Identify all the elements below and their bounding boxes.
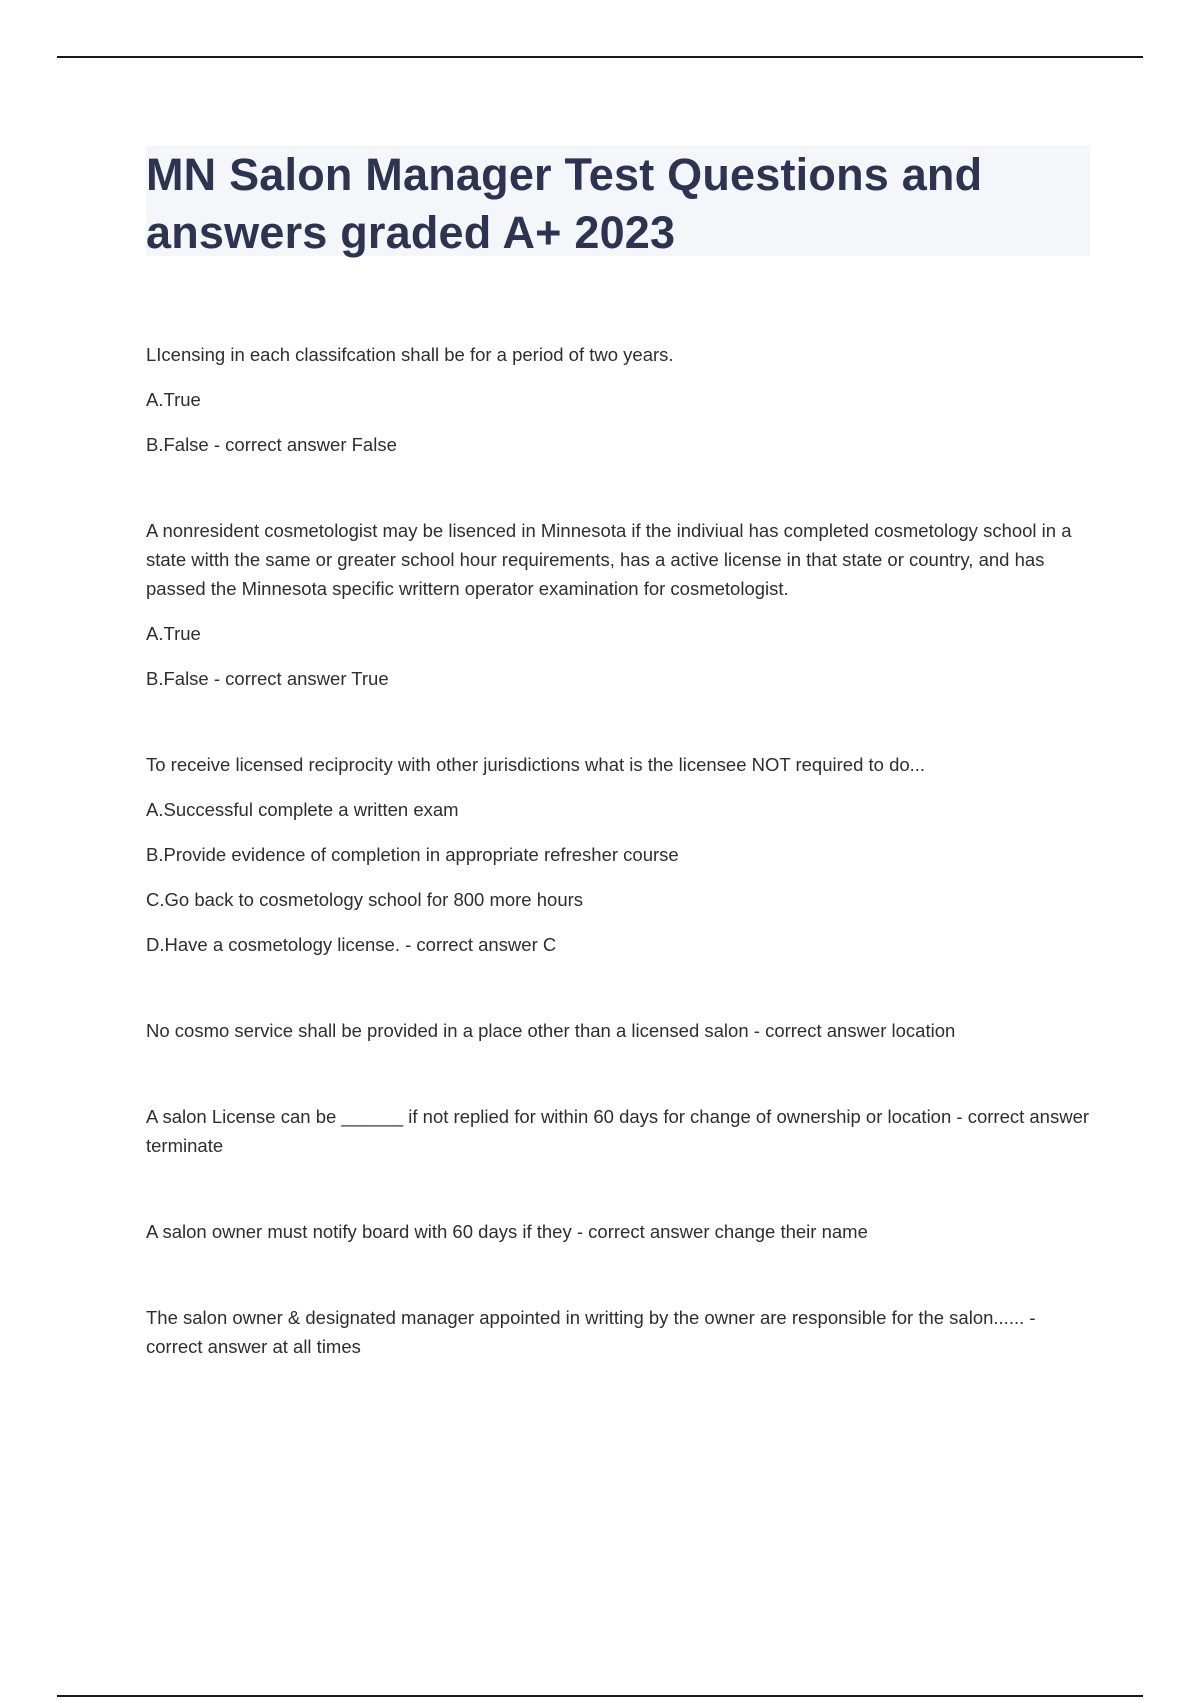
answer-option: B.False - correct answer False <box>146 434 397 455</box>
answer-option: A.True <box>146 623 201 644</box>
question-block-1 <box>146 340 1096 459</box>
question-text: No cosmo service shall be provided in a place other than a licensed salon - correct answer location <box>146 1020 956 1041</box>
question-block-6 <box>146 1217 1096 1246</box>
question-text: A salon owner must notify board with 60 days if they - correct answer change their name <box>146 1221 868 1242</box>
question-text: A nonresident cosmetologist may be lisenced in Minnesota if the indiviual has completed cosmetology school in a state witth the same or greater school hour requirements, has a active license in that state or country, and has passed the Minnesota specific writtern operator examination for cosmetologist. <box>146 520 1072 599</box>
question-text: LIcensing in each classifcation shall be for a period of two years. <box>146 344 674 365</box>
answer-option: B.Provide evidence of completion in appropriate refresher course <box>146 844 679 865</box>
question-block-5 <box>146 1102 1096 1160</box>
answer-option: C.Go back to cosmetology school for 800 more hours <box>146 889 584 910</box>
answer-option: D.Have a cosmetology license. - correct answer C <box>146 934 557 955</box>
question-block-2 <box>146 516 1096 693</box>
question-text: To receive licensed reciprocity with other jurisdictions what is the licensee NOT required to do... <box>146 754 926 775</box>
bottom-divider <box>57 1695 1143 1697</box>
question-text: A salon License can be ______ if not replied for within 60 days for change of ownership or location - correct answer terminate <box>146 1106 1090 1156</box>
title-banner <box>146 146 1090 256</box>
answer-option: A.True <box>146 389 201 410</box>
answer-option: B.False - correct answer True <box>146 668 389 689</box>
qa-content <box>146 340 1096 1418</box>
page-title: MN Salon Manager Test Questions and answers graded A+ 2023 <box>146 149 983 258</box>
question-block-4 <box>146 1016 1096 1045</box>
answer-option: A.Successful complete a written exam <box>146 799 459 820</box>
question-block-3 <box>146 750 1096 959</box>
question-text: The salon owner & designated manager appointed in writting by the owner are responsible for the salon...... - correct answer at all times <box>146 1307 1036 1357</box>
question-block-7 <box>146 1303 1096 1361</box>
top-divider <box>57 56 1143 58</box>
